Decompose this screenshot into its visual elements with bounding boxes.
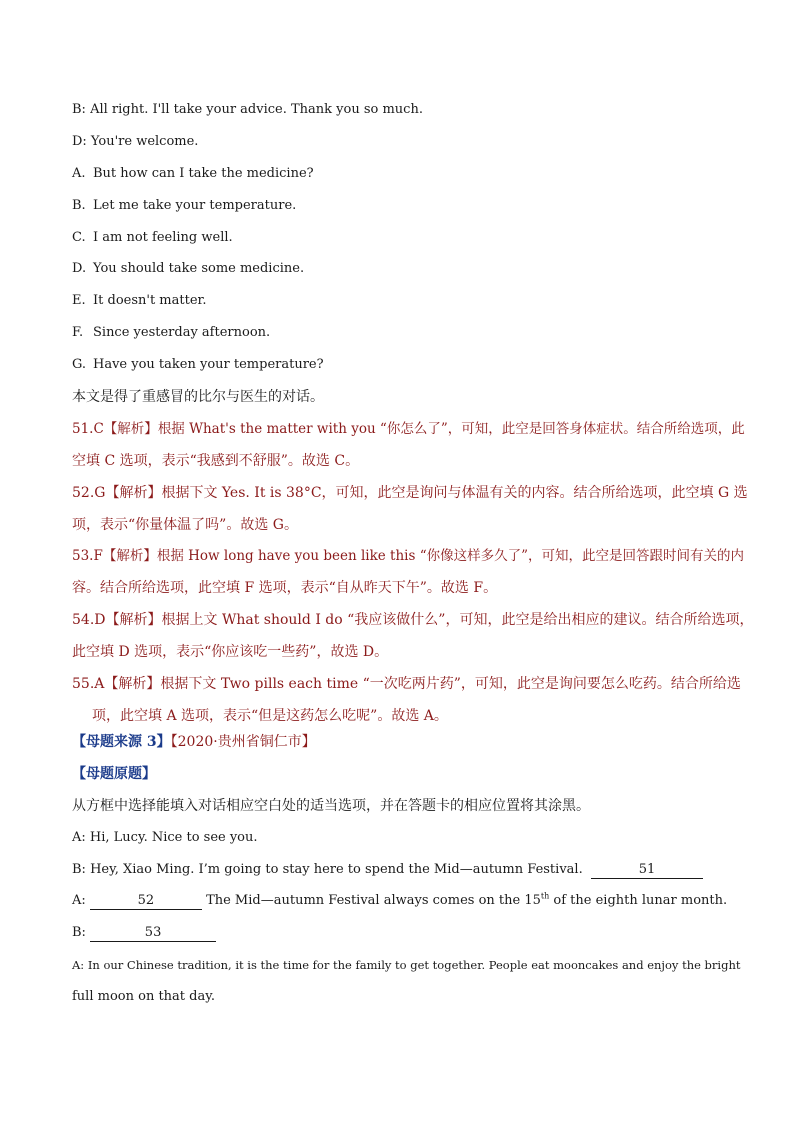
explanation-54-line2: 此空填 D 选项，表示“你应该吃一些药”，故选 D。 [72,644,389,660]
option-letter: D. [72,261,87,276]
option-letter: G. [72,357,87,372]
option-d [72,260,304,278]
explanation-51-line2: 空填 C 选项，表示“我感到不舒服”。故选 C。 [72,453,360,469]
blank-52[interactable]: 52 [90,894,202,910]
blank-51[interactable]: 51 [591,863,703,879]
option-letter: C. [72,230,86,245]
dialogue-a1: A: Hi, Lucy. Nice to see you. [72,830,258,845]
explanation-51-line1: 51.C【解析】根据 What's the matter with you “你怎么了”，可知，此空是回答身体症状。结合所给选项，此 [72,421,745,437]
explanation-label: 54.D【解析】 [72,612,162,628]
option-e [72,292,206,310]
option-c [72,229,233,247]
dialogue-a2: A: 52 The Mid—autumn Festival always comes on the 15th of the eighth lunar month. [72,891,728,908]
source-heading [72,733,316,751]
source-label: 【母题来源 3】 [72,734,171,750]
explanation-52-line2: 项，表示“你量体温了吗”。故选 G。 [72,517,298,533]
option-text: Let me take your temperature. [93,198,297,213]
explanation-53-line1: 53.F【解析】根据 How long have you been like this “你像这样多久了”，可知，此空是回答跟时间有关的内 [72,548,745,564]
explanation-53-line2: 容。结合所给选项，此空填 F 选项，表示“自从昨天下午”。故选 F。 [72,580,498,596]
explanation-label: 51.C【解析】 [72,421,158,437]
option-a [72,165,314,183]
explanation-54-line1: 54.D【解析】根据上文 What should I do “我应该做什么”，可知，此空是给出相应的建议。结合所给选项， [72,612,754,628]
option-letter: B. [72,198,86,213]
option-letter: F. [72,325,84,340]
explanation-label: 55.A【解析】 [72,676,161,692]
dialogue-a3-line1: A: In our Chinese tradition, it is the time for the family to get together. People eat mooncakes and enjoy the bright [72,958,741,972]
dialogue-line-d: D: You're welcome. [72,134,199,149]
option-g [72,356,324,374]
option-text: But how can I take the medicine? [93,166,314,181]
option-text: I am not feeling well. [93,230,233,245]
option-text: Since yesterday afternoon. [93,325,271,340]
source-origin: 【2020·贵州省铜仁市】 [170,734,316,750]
explanation-label: 53.F【解析】 [72,548,157,564]
ordinal-suffix: th [540,891,550,901]
explanation-label: 52.G【解析】 [72,485,162,501]
option-text: You should take some medicine. [93,261,305,276]
explanation-55-line2: 项，此空填 A 选项，表示“但是这药怎么吃呢”。故选 A。 [92,708,448,724]
instruction-text: 从方框中选择能填入对话相应空白处的适当选项，并在答题卡的相应位置将其涂黑。 [72,798,590,814]
dialogue-line-b: B: All right. I'll take your advice. Thank you so much. [72,102,423,117]
option-letter: A. [72,166,86,181]
explanation-55-line1: 55.A【解析】根据下文 Two pills each time “一次吃两片药”，可知，此空是询问要怎么吃药。结合所给选 [72,676,741,692]
explanation-52-line1: 52.G【解析】根据下文 Yes. It is 38°C，可知，此空是询问与体温有关的内容。结合所给选项，此空填 G 选 [72,485,748,501]
option-f [72,324,270,342]
summary-text: 本文是得了重感冒的比尔与医生的对话。 [72,389,324,405]
dialogue-b1: B: Hey, Xiao Ming. I’m going to stay here to spend the Mid—autumn Festival. 51 [72,861,703,879]
dialogue-b2: B: 53 [72,924,216,942]
dialogue-a3-line2: full moon on that day. [72,989,215,1004]
option-b [72,197,296,215]
blank-53[interactable]: 53 [90,926,216,942]
option-letter: E. [72,293,86,308]
original-title: 【母题原题】 [72,766,156,782]
option-text: Have you taken your temperature? [93,357,324,372]
option-text: It doesn't matter. [93,293,207,308]
